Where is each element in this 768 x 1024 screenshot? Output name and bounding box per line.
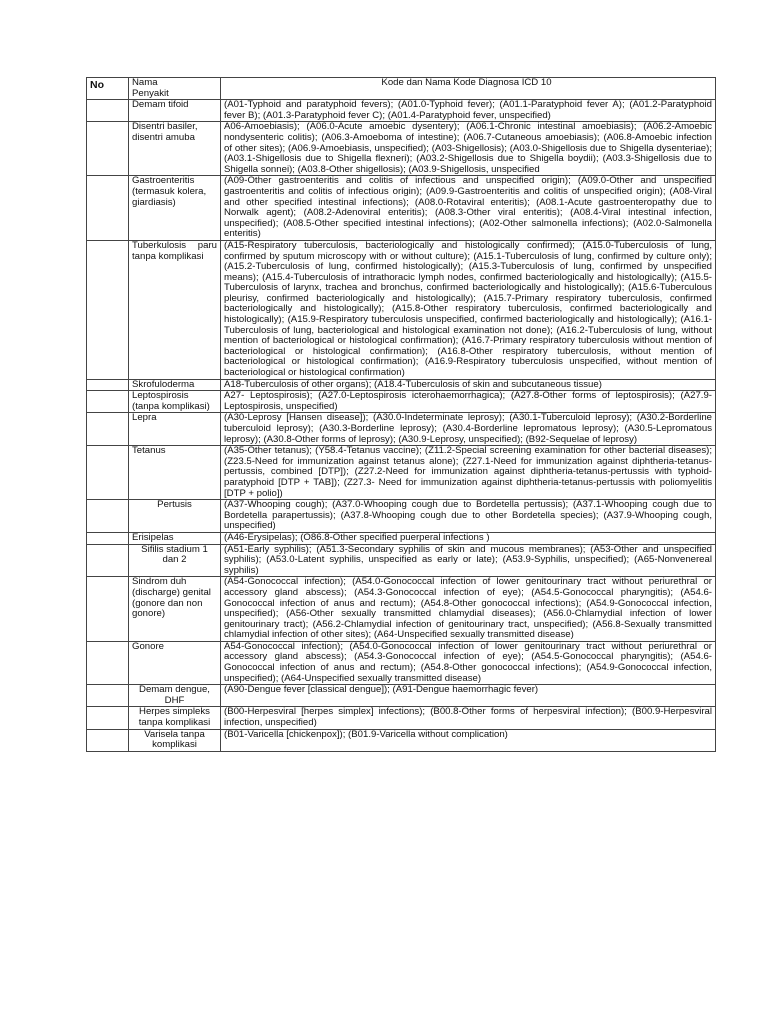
disease-name-cell: Varisela tanpa komplikasi (129, 729, 221, 751)
disease-name-cell: Erisipelas (129, 532, 221, 544)
row-number-cell (87, 122, 129, 176)
table-row (87, 707, 716, 729)
row-number-cell (87, 532, 129, 544)
table-row (87, 100, 716, 122)
table-header-row (87, 78, 716, 100)
table-row (87, 240, 716, 379)
table-row (87, 685, 716, 707)
header-icd-codes: Kode dan Nama Kode Diagnosa ICD 10 (221, 78, 716, 100)
table-body (87, 100, 716, 752)
row-number-cell (87, 413, 129, 446)
icd-codes-cell: (A90-Dengue fever [classical dengue]); (A91-Dengue haemorrhagic fever) (221, 685, 716, 707)
icd-codes-cell: (A01-Typhoid and paratyphoid fevers); (A01.0-Typhoid fever); (A01.1-Paratyphoid fever A); (A01.2-Paratyphoid fever B); (A01.3-Paratyphoid fever C); (A01.4-Paratyphoid fever, unspecified) (221, 100, 716, 122)
icd-codes-cell: (B00-Herpesviral [herpes simplex] infections); (B00.8-Other forms of herpesviral infection); (B00.9-Herpesviral infection, unspecified) (221, 707, 716, 729)
icd-codes-cell: (A09-Other gastroenteritis and colitis of infectious and unspecified origin); (A09.0-Other and unspecified gastroenteritis and colitis of infectious origin); (A09.9-Gastroenteritis and colitis of unspecified origin); (A08-Viral and other specified intestinal infections); (A08.0-Rotaviral enteritis); (A08.1-Acute gastroenteropathy due to Norwalk agent); (A08.2-Adenoviral enteritis); (A08.3-Other viral enteritis); (A08.4-Viral intestinal infection, unspecified); (A08.5-Other specified intestinal infections); (A02-Other salmonella infections); (A02.0-Salmonella enteritis) (221, 176, 716, 241)
icd-codes-cell: (A46-Erysipelas); (O86.8-Other specified puerperal infections ) (221, 532, 716, 544)
disease-name-cell: Tetanus (129, 446, 221, 500)
icd-codes-cell: A06-Amoebiasis); (A06.0-Acute amoebic dysentery); (A06.1-Chronic intestinal amoebiasis); (A06.2-Amoebic nondysenteric colitis); (A06.3-Amoeboma of intestine); (A06.7-Cutaneous amoebiasis); (A06.8-Amoebic infection of other sites); (A06.9-Amoebiasis, unspecified); (A03-Shigellosis); (A03.0-Shigellosis due to Shigella dysenteriae); (A03.1-Shigellosis due to Shigella flexneri); (A03.2-Shigellosis due to Shigella boydii); (A03.3-Shigellosis due to Shigella sonnei); (A03.8-Other shigellosis); (A03.9-Shigellosis, unspecified (221, 122, 716, 176)
row-number-cell (87, 500, 129, 533)
row-number-cell (87, 577, 129, 642)
table-row (87, 500, 716, 533)
icd10-disease-table-container (86, 77, 716, 752)
disease-name-cell: Demam dengue, DHF (129, 685, 221, 707)
disease-name-cell: Disentri basiler, disentri amuba (129, 122, 221, 176)
row-number-cell (87, 446, 129, 500)
icd-codes-cell: A27- Leptospirosis); (A27.0-Leptospirosis icterohaemorrhagica); (A27.8-Other forms of leptospirosis); (A27.9-Leptospirosis, unspecified) (221, 391, 716, 413)
disease-name-cell: Gastroenteritis (termasuk kolera, giardiasis) (129, 176, 221, 241)
disease-name-cell: Herpes simpleks tanpa komplikasi (129, 707, 221, 729)
icd-codes-cell: (B01-Varicella [chickenpox]); (B01.9-Varicella without complication) (221, 729, 716, 751)
table-row (87, 446, 716, 500)
row-number-cell (87, 544, 129, 577)
icd-codes-cell: (A54-Gonococcal infection); (A54.0-Gonococcal infection of lower genitourinary tract without periurethral or accessory gland abscess); (A54.3-Gonococcal infection of eye); (A54.5-Gonococcal pharyngitis); (A54.6-Gonococcal infection of anus and rectum); (A54.8-Other gonococcal infections); (A54.9-Gonococcal infection, unspecified); (A56-Other sexually transmitted chlamydial diseases); (A56.0-Chlamydial infection of lower genitourinary tract); (A56.2-Chlamydial infection of genitourinary tract, unspecified); (A56.8-Sexually transmitted chlamydial infection of other sites); (A64-Unspecified sexually transmitted disease) (221, 577, 716, 642)
table-row (87, 391, 716, 413)
row-number-cell (87, 391, 129, 413)
icd-codes-cell: (A35-Other tetanus); (Y58.4-Tetanus vaccine); (Z11.2-Special screening examination for other bacterial diseases); (Z23.5-Need for immunization against tetanus alone); (Z27.1-Need for immunization against diphtheria-tetanus-pertussis, combined [DTP]); (Z27.2-Need for immunization against diphtheria-tetanus-pertussis with typhoid-paratyphoid [DTP + TAB]); (Z27.3- Need for immunization against diphtheria-tetanus-pertussis with poliomyelitis [DTP + polio]) (221, 446, 716, 500)
icd-codes-cell: (A15-Respiratory tuberculosis, bacteriologically and histologically confirmed); (A15.0-Tuberculosis of lung, confirmed by sputum microscopy with or without culture); (A15.1-Tuberculosis of lung, confirmed by culture only); (A15.2-Tuberculosis of lung, confirmed histologically); (A15.3-Tuberculosis of lung, confirmed by unspecified means); (A15.4-Tuberculosis of intrathoracic lymph nodes, confirmed bacteriologically and histologically); (A15.5-Tuberculosis of larynx, trachea and bronchus, confirmed bacteriologically and histologically); (A15.6-Tuberculous pleurisy, confirmed bacteriologically and histologically); (A15.7-Primary respiratory tuberculosis, confirmed bacteriologically and histologically); (A15.8-Other respiratory tuberculosis, confirmed bacteriologically and histologically); (A15.9-Respiratory tuberculosis unspecified, confirmed bacteriologically and histologically); (A16.1-Tuberculosis of lung, bacteriological and histological examination not done); (A16.2-Tuberculosis of lung, without mention of bacteriological or histological confirmation); (A16.7-Primary respiratory tuberculosis without mention of bacteriological or histological confirmation); (A16.8-Other respiratory tuberculosis, without mention of bacteriological or histological confirmation); (A16.9-Respiratory tuberculosis unspecified, without mention of bacteriological or histological confirmation) (221, 240, 716, 379)
row-number-cell (87, 240, 129, 379)
table-row (87, 176, 716, 241)
disease-name-cell: Leptospirosis (tanpa komplikasi) (129, 391, 221, 413)
icd-codes-cell: A54-Gonococcal infection); (A54.0-Gonococcal infection of lower genitourinary tract without periurethral or accessory gland abscess); (A54.3-Gonococcal infection of eye); (A54.5-Gonococcal pharyngitis); (A54.6-Gonococcal infection of anus and rectum); (A54.8-Other gonococcal infections); (A54.9-Gonococcal infection, unspecified); (A64-Unspecified sexually transmitted disease) (221, 641, 716, 684)
row-number-cell (87, 729, 129, 751)
disease-name-cell: Demam tifoid (129, 100, 221, 122)
row-number-cell (87, 379, 129, 391)
icd-codes-cell: (A51-Early syphilis); (A51.3-Secondary syphilis of skin and mucous membranes); (A53-Other and unspecified syphilis); (A53.0-Latent syphilis, unspecified as early or late); (A53.9-Syphilis, unspecified); (A65-Nonvenereal syphilis) (221, 544, 716, 577)
icd10-disease-table (86, 77, 716, 752)
disease-name-cell: Sifilis stadium 1 dan 2 (129, 544, 221, 577)
table-row (87, 413, 716, 446)
disease-name-cell: Skrofuloderma (129, 379, 221, 391)
disease-name-cell: Tuberkulosis paru tanpa komplikasi (129, 240, 221, 379)
table-row (87, 544, 716, 577)
icd-codes-cell: (A30-Leprosy [Hansen disease]); (A30.0-Indeterminate leprosy); (A30.1-Tuberculoid leprosy); (A30.2-Borderline tuberculoid leprosy); (A30.3-Borderline leprosy); (A30.4-Borderline lepromatous leprosy); (A30.5-Lepromatous leprosy); (A30.8-Other forms of leprosy); (A30.9-Leprosy, unspecified); (B92-Sequelae of leprosy) (221, 413, 716, 446)
table-row (87, 532, 716, 544)
table-row (87, 641, 716, 684)
table-row (87, 577, 716, 642)
row-number-cell (87, 176, 129, 241)
table-row (87, 729, 716, 751)
row-number-cell (87, 100, 129, 122)
disease-name-cell: Lepra (129, 413, 221, 446)
disease-name-cell: Sindrom duh (discharge) genital (gonore dan non gonore) (129, 577, 221, 642)
disease-name-cell: Pertusis (129, 500, 221, 533)
row-number-cell (87, 685, 129, 707)
icd-codes-cell: A18-Tuberculosis of other organs); (A18.4-Tuberculosis of skin and subcutaneous tissue) (221, 379, 716, 391)
table-row (87, 122, 716, 176)
header-no: No (87, 78, 129, 100)
disease-name-cell: Gonore (129, 641, 221, 684)
icd-codes-cell: (A37-Whooping cough); (A37.0-Whooping cough due to Bordetella pertussis); (A37.1-Whooping cough due to Bordetella parapertussis); (A37.8-Whooping cough due to other Bordetella species); (A37.9-Whooping cough, unspecified) (221, 500, 716, 533)
table-row (87, 379, 716, 391)
row-number-cell (87, 707, 129, 729)
header-disease-name: Nama Penyakit (129, 78, 221, 100)
row-number-cell (87, 641, 129, 684)
